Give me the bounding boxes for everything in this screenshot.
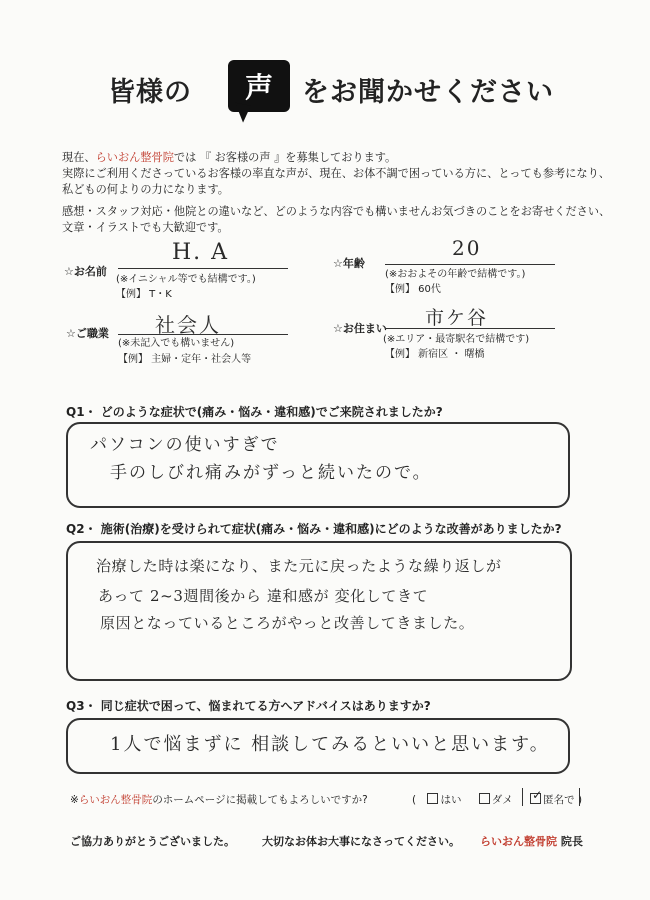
- footer-message: 大切なお体お大事になさってください。: [262, 835, 460, 848]
- address-note: (※エリア・最寄駅名で結構です): [383, 334, 530, 345]
- option-no[interactable]: ダメ: [479, 794, 513, 806]
- clinic-name: らいおん整骨院: [95, 151, 174, 164]
- address-label: ☆お住まい: [333, 322, 387, 335]
- q2-answer-line-3: 原因となっているところがやっと改善してきました。: [100, 614, 475, 632]
- name-value[interactable]: H. A: [172, 240, 230, 265]
- permission-question: ※らいおん整骨院のホームページに掲載してもよろしいですか?: [70, 794, 368, 806]
- title-bubble-text: 声: [244, 71, 273, 104]
- address-underline: [385, 328, 555, 329]
- name-label: ☆お名前: [64, 265, 107, 278]
- name-note: (※イニシャル等でも結構です。): [116, 274, 256, 285]
- permission-clinic-name: らいおん整骨院: [78, 794, 153, 806]
- name-example: 【例】 T・K: [116, 289, 172, 300]
- q2-label: Q2・ 施術(治療)を受けられて症状(痛み・悩み・違和感)にどのような改善がありましたか?: [66, 522, 562, 536]
- age-label: ☆年齢: [333, 257, 365, 270]
- intro-line-4: 感想・スタッフ対応・他院との違いなど、どのような内容でも構いませんお気づきのことをお寄せください、: [62, 205, 611, 218]
- address-value[interactable]: 市ケ谷: [425, 307, 489, 329]
- option-anonymous[interactable]: ✓ 匿名で: [532, 788, 575, 806]
- intro-line-5: 文章・イラストでも大歓迎です。: [62, 221, 229, 234]
- job-value[interactable]: 社会人: [155, 313, 221, 337]
- option-yes[interactable]: はい: [427, 794, 461, 806]
- permission-options: ( はい ダメ ✓ 匿名で ): [412, 788, 583, 806]
- q1-answer-line-2: 手のしびれ痛みがずっと続いたので。: [110, 463, 432, 483]
- title-prefix: 皆様の: [108, 77, 192, 108]
- intro-line-1: 現在、らいおん整骨院では 『 お客様の声 』を募集しております。: [62, 151, 397, 164]
- job-label: ☆ご職業: [66, 327, 109, 340]
- q2-answer-line-2: あって 2~3週間後から 違和感が 変化してきて: [98, 587, 429, 605]
- footer-clinic-name: らいおん整骨院: [480, 835, 557, 848]
- age-value[interactable]: 20: [452, 236, 482, 260]
- q2-answer-line-1: 治療した時は楽になり、また元に戻ったような繰り返しが: [96, 557, 502, 575]
- title-suffix: をお聞かせください: [302, 77, 554, 108]
- speech-bubble-tail: [231, 103, 250, 124]
- footer-thanks: ご協力ありがとうございました。: [70, 835, 235, 848]
- name-underline: [118, 268, 288, 269]
- job-note: (※未記入でも構いません): [118, 338, 235, 349]
- age-example: 【例】 60代: [385, 284, 441, 295]
- anonymous-selection-mark: [522, 788, 580, 806]
- q3-answer-line-1: 1人で悩まずに 相談してみるといいと思います。: [110, 734, 550, 755]
- intro-line-3: 私どもの何よりの力になります。: [62, 183, 229, 196]
- footer-role: 院長: [560, 835, 583, 848]
- age-note: (※おおよその年齢で結構です。): [385, 269, 526, 280]
- address-example: 【例】 新宿区 ・ 曙橋: [385, 349, 485, 360]
- job-example: 【例】 主婦・定年・社会人等: [118, 354, 252, 365]
- q3-label: Q3・ 同じ症状で困って、悩まれてる方へアドバイスはありますか?: [66, 699, 431, 713]
- q1-answer-line-1: パソコンの使いすぎで: [90, 435, 280, 455]
- checkbox-no-icon[interactable]: [479, 793, 490, 804]
- checkbox-yes-icon[interactable]: [427, 793, 438, 804]
- checkbox-anonymous-icon[interactable]: ✓: [532, 788, 543, 802]
- footer-signature: [480, 833, 583, 849]
- intro-line-2: 実際にご利用くださっているお客様の率直な声が、現在、お体不調で困っている方に、とっても参考になり、: [62, 167, 610, 180]
- q1-label: Q1・ どのような症状で(痛み・悩み・違和感)でご来院されましたか?: [66, 405, 443, 419]
